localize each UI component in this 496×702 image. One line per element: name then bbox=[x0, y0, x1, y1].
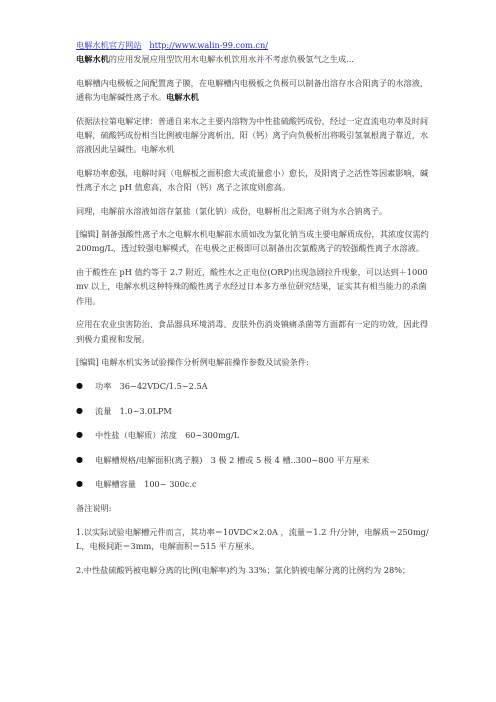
bullet-icon: ● bbox=[76, 454, 83, 464]
title-text: 的应用发展应用型饮用水电解水机饮用水并不考虑负极氢气之生成... bbox=[108, 54, 355, 65]
bullet-icon: ● bbox=[76, 430, 83, 440]
list-item bbox=[76, 477, 432, 491]
document-page bbox=[76, 38, 432, 577]
notes-heading: 备注说明: bbox=[76, 503, 112, 514]
list-item-text: 电解槽规格/电解面积(离子膜) 3 极 2 槽或 5 极 4 槽..300~800 平方厘米 bbox=[95, 454, 370, 465]
note-2: 2.中性盐硫酸钙被电解分离的比例(电解率)约为 33%；氯化钠被电解分离的比例约为 28%； bbox=[76, 564, 411, 575]
article-title bbox=[76, 52, 432, 66]
note-1: 1.以实际试验电解槽元件而言，其功率＝10VDC×2.0A ，流量＝1.2 升/分钟，电解质＝250mg/L，电极间距＝3mm，电解面积＝515 平方厘米。 bbox=[76, 526, 429, 552]
list-item bbox=[76, 453, 432, 467]
paragraph-2: 依据法拉第电解定律：普通自来水之主要内溶物为中性盐硫酸钙成份，经过一定直流电功率及时间电解，硫酸钙成份相当比例被电解分离析出，阳（钙）离子向负极析出将吸引氢氧根离子靠近，水溶液因此呈碱性。电解水机 bbox=[76, 115, 429, 155]
list-item bbox=[76, 379, 432, 393]
paragraph-4: 同理，电解前水溶液如溶存氯盐（氯化钠）成份，电解析出之阳离子则为水合钠离子。 bbox=[76, 205, 388, 216]
list-item bbox=[76, 404, 432, 418]
paragraph-6: 由于酸性在 pH 值约等于 2.7 附近，酸性水之正电位(ORP)出现急剧拉升现象，可以达到＋1000 mv 以上，电解水机这种特殊的酸性离子水经过日本多方单位研究结果，证实其有相当能力的杀菌作用。 bbox=[76, 266, 428, 306]
paragraph-1 bbox=[76, 76, 432, 105]
site-url-link[interactable]: http://www.walin-99.com.cn/ bbox=[149, 40, 269, 50]
site-header-line bbox=[76, 38, 432, 52]
list-item-text: 中性盐（电解质）浓度 60~300mg/L bbox=[95, 430, 240, 441]
bullet-icon: ● bbox=[76, 405, 83, 415]
list-item-text: 电解槽容量 100~ 300c.c bbox=[95, 478, 197, 489]
list-item-text: 流量 1.0~3.0LPM bbox=[95, 405, 172, 416]
bullet-icon: ● bbox=[76, 478, 83, 488]
bullet-icon: ● bbox=[76, 381, 83, 391]
paragraph-1-keyword: 电解水机 bbox=[166, 92, 199, 103]
list-item-text: 功率 36~42VDC/1.5~2.5A bbox=[95, 381, 208, 392]
site-label-link[interactable]: 电解水机官方网站 bbox=[76, 40, 142, 50]
title-keyword: 电解水机 bbox=[76, 54, 109, 65]
paragraph-3: 电解功率愈强，电解时间（电解板之面积愈大或流量愈小）愈长，及阳离子之活性等因素影响，碱性离子水之 pH 值愈高，水合阳（钙）离子之浓度则愈高。 bbox=[76, 167, 429, 193]
paragraph-8: [编辑] 电解水机实务试验操作分析例电解前操作参数及试验条件: bbox=[76, 356, 309, 367]
paragraph-7: 应用在农业虫害防治、食品器具环境消毒、皮肤外伤消炎镇痛杀菌等方面都有一定的功效，因此得到极力重视和发展。 bbox=[76, 319, 429, 344]
paragraph-1-text: 电解槽内电极板之间配置离子膜，在电解槽内电极板之负极可以制备出溶存水合阳离子的水溶液，通称为电解碱性离子水。 bbox=[76, 77, 429, 103]
list-item bbox=[76, 428, 432, 442]
paragraph-5: [编辑] 制备强酸性离子水之电解水机电解前水质如改为氯化钠当成主要电解质成份，其浓度仅需约 200mg/L，透过较强电解模式，在电极之正极即可以制备出次氯酸离子的较强酸性离子水溶液。 bbox=[76, 229, 429, 254]
